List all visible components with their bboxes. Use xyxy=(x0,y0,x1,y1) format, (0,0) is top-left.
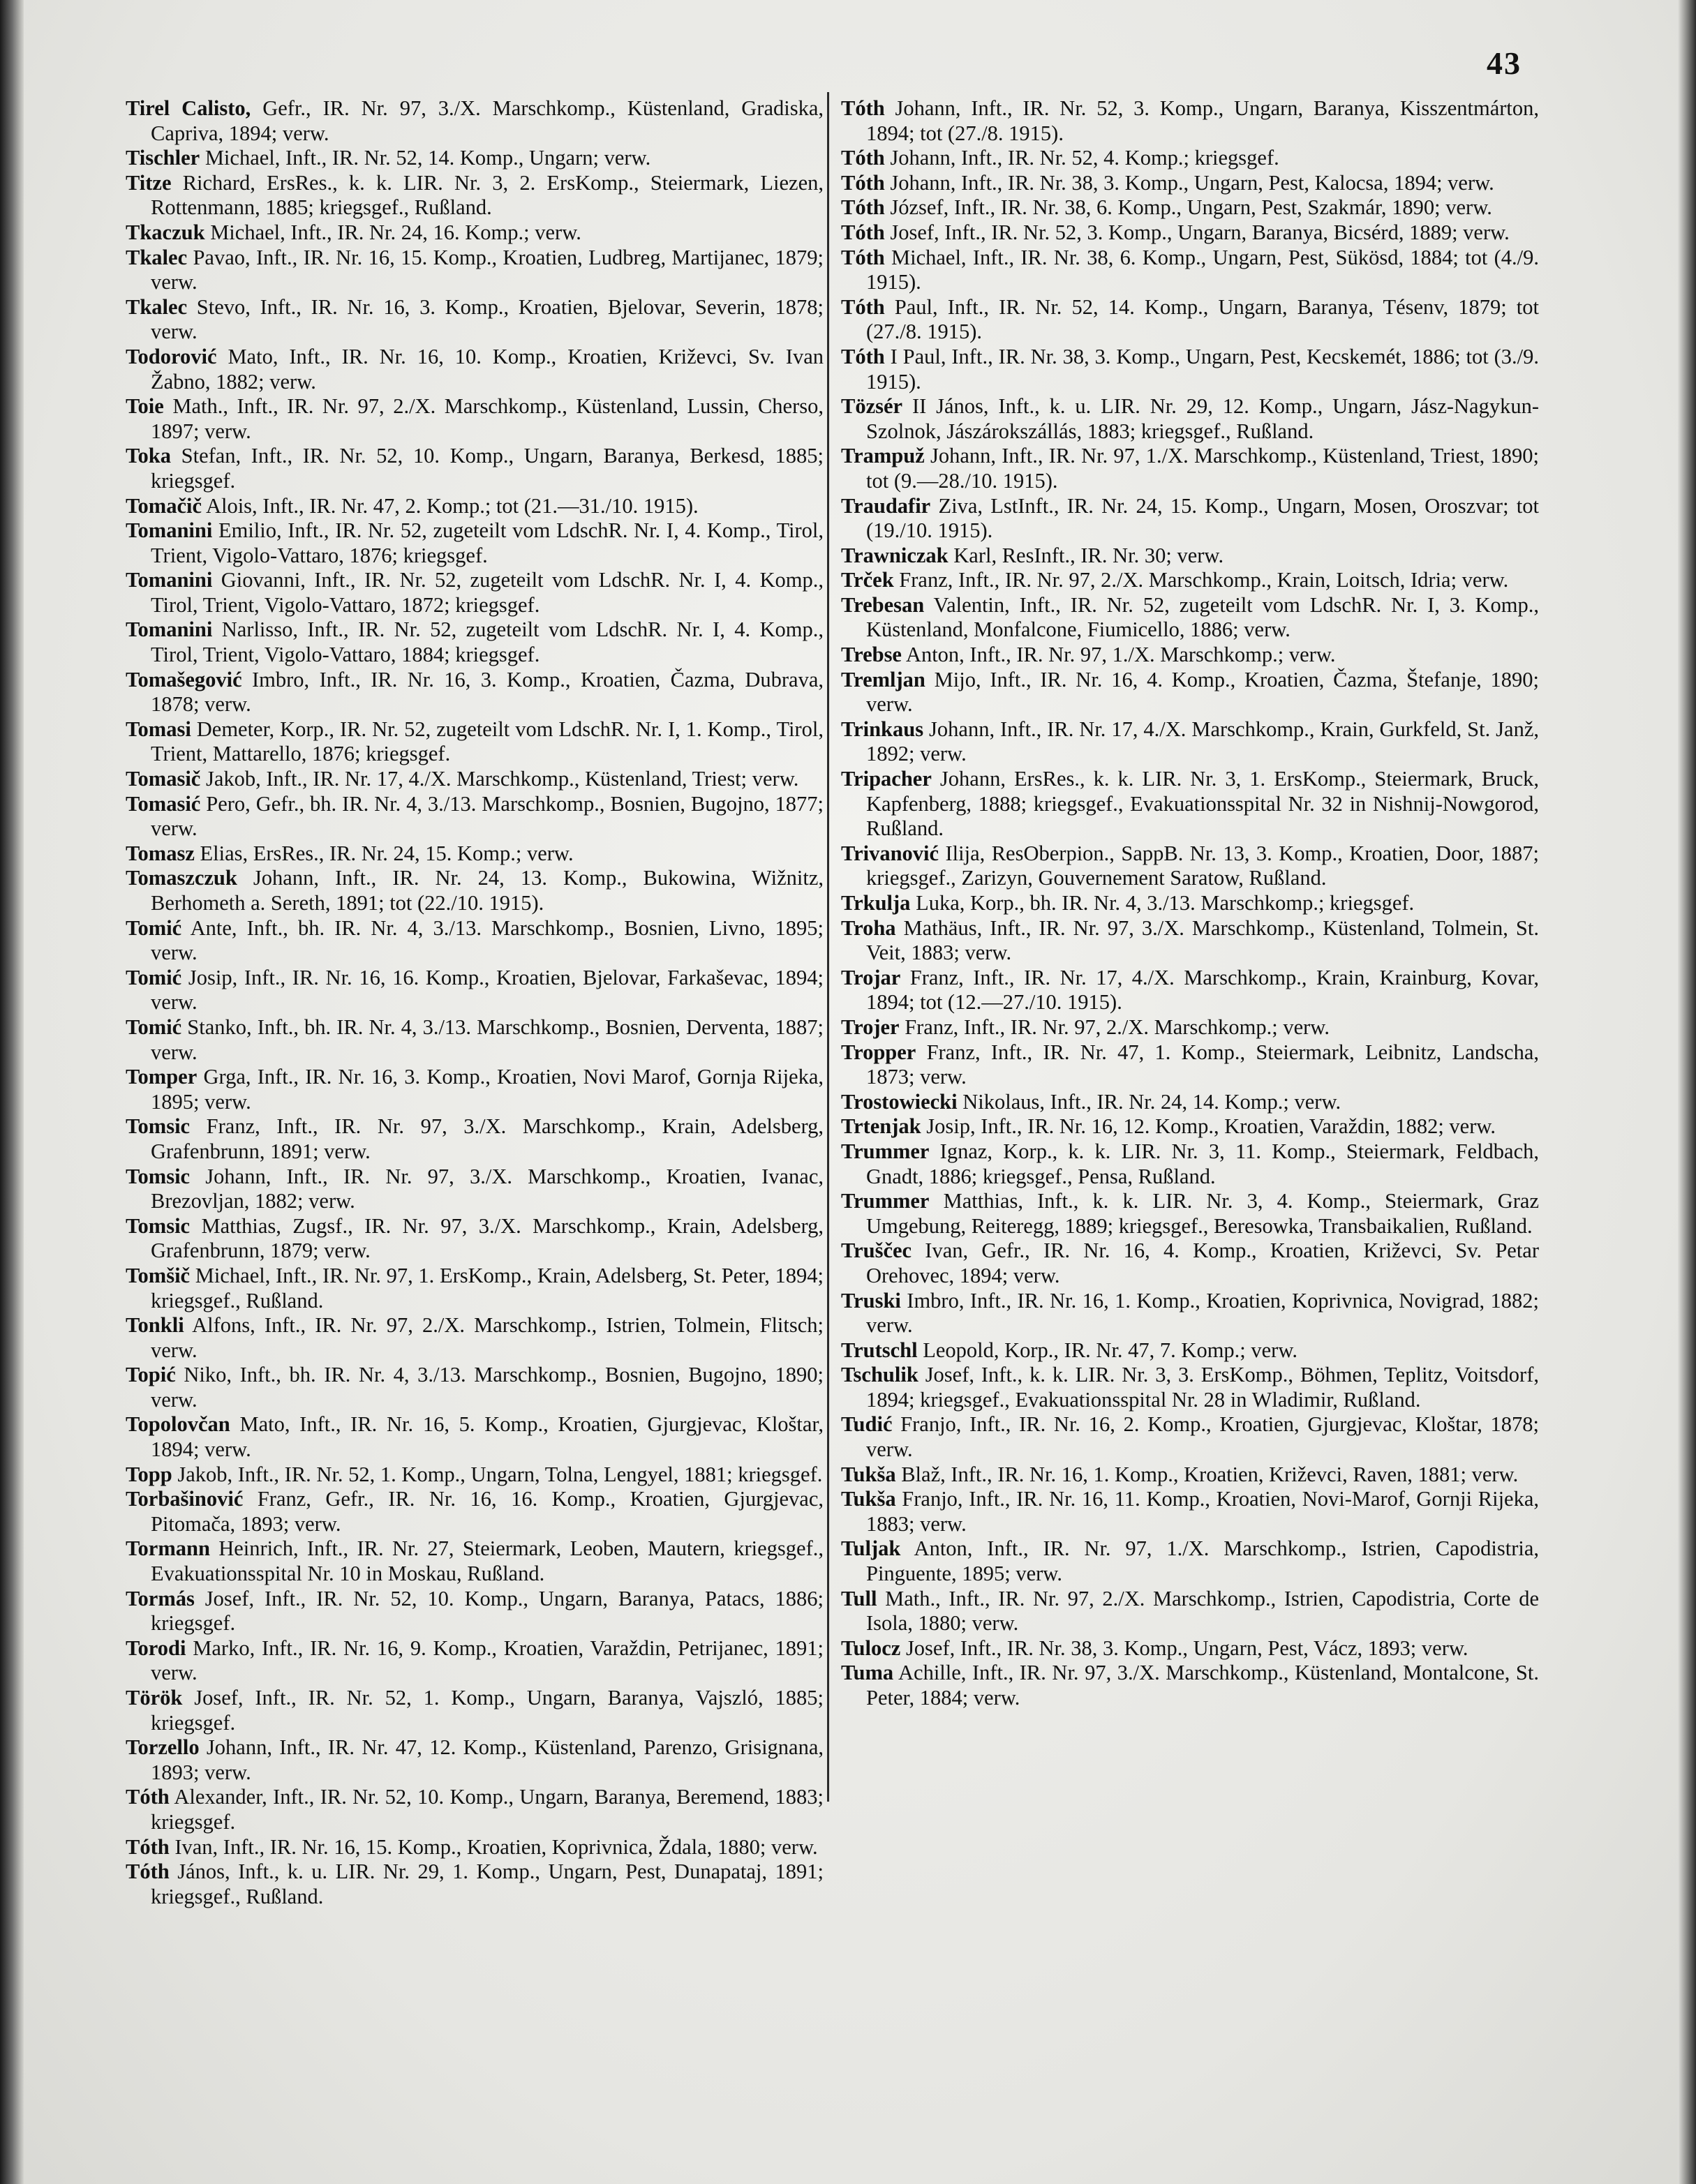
entry-details: Giovanni, Inft., IR. Nr. 52, zugeteilt vom LdschR. Nr. I, 4. Komp., Tirol, Trient, Vigolo-Vattaro, 1872; kriegsgef. xyxy=(151,568,824,617)
list-entry xyxy=(841,1040,1539,1090)
entry-details: Michael, Inft., IR. Nr. 52, 14. Komp., Ungarn; verw. xyxy=(200,146,651,170)
entry-details: Jakob, Inft., IR. Nr. 52, 1. Komp., Ungarn, Tolna, Lengyel, 1881; kriegsgef. xyxy=(172,1462,823,1486)
entry-surname: Tóth xyxy=(126,1834,170,1859)
entry-details: Johann, Inft., IR. Nr. 38, 3. Komp., Ungarn, Pest, Kalocsa, 1894; verw. xyxy=(884,170,1494,195)
entry-details: Alois, Inft., IR. Nr. 47, 2. Komp.; tot (21.—31./10. 1915). xyxy=(202,493,699,518)
entry-details: Ante, Inft., bh. IR. Nr. 4, 3./13. Marschkomp., Bosnien, Livno, 1895; verw. xyxy=(151,915,824,965)
list-entry xyxy=(841,767,1539,842)
list-entry xyxy=(126,792,824,842)
entry-details: Grga, Inft., IR. Nr. 16, 3. Komp., Kroatien, Novi Marof, Gornja Rijeka, 1895; verw. xyxy=(151,1065,824,1114)
list-entry xyxy=(841,717,1539,767)
entry-surname: Torzello xyxy=(126,1735,200,1760)
list-entry xyxy=(126,1313,824,1363)
entry-details: Matthias, Inft., k. k. LIR. Nr. 3, 4. Komp., Steiermark, Graz Umgebung, Reiteregg, 1889; kriegsgef., Beresowka, Transbaikalien, Rußland. xyxy=(866,1189,1539,1238)
entry-details: Franz, Inft., IR. Nr. 97, 2./X. Marschkomp.; verw. xyxy=(899,1015,1330,1039)
entry-details: Math., Inft., IR. Nr. 97, 2./X. Marschkomp., Küstenland, Lussin, Cherso, 1897; verw. xyxy=(151,394,824,443)
entry-surname: Tuma xyxy=(841,1661,894,1685)
list-entry xyxy=(126,494,824,519)
entry-surname: Tudić xyxy=(841,1412,893,1437)
entry-details: Pavao, Inft., IR. Nr. 16, 15. Komp., Kroatien, Ludbreg, Martijanec, 1879; verw. xyxy=(151,245,824,294)
entry-details: Ignaz, Korp., k. k. LIR. Nr. 3, 11. Komp., Steiermark, Feldbach, Gnadt, 1886; kriegsgef., Pensa, Rußland. xyxy=(866,1139,1539,1188)
list-entry xyxy=(841,1338,1539,1363)
entry-surname: Tóth xyxy=(841,344,885,368)
page-edge-shadow-left xyxy=(0,0,24,2184)
entry-details: Mato, Inft., IR. Nr. 16, 10. Komp., Kroatien, Križevci, Sv. Ivan Žabno, 1882; verw. xyxy=(151,344,824,394)
entry-details: Josef, Inft., IR. Nr. 52, 1. Komp., Ungarn, Baranya, Vajszló, 1885; kriegsgef. xyxy=(151,1686,824,1735)
entry-details: Mato, Inft., IR. Nr. 16, 5. Komp., Kroatien, Gjurgjevac, Kloštar, 1894; verw. xyxy=(151,1412,824,1462)
entry-details: Achille, Inft., IR. Nr. 97, 3./X. Marschkomp., Küstenland, Montalcone, St. Peter, 1884; verw. xyxy=(866,1661,1539,1710)
entry-details: Johann, Inft., IR. Nr. 97, 1./X. Marschkomp., Küstenland, Triest, 1890; tot (9.—28./10. 1915). xyxy=(866,444,1539,493)
list-entry xyxy=(841,1661,1539,1710)
entry-details: Anton, Inft., IR. Nr. 97, 1./X. Marschkomp., Istrien, Capodistria, Pinguente, 1895; verw. xyxy=(866,1536,1539,1586)
entry-surname: Truski xyxy=(841,1288,901,1312)
entry-surname: Trostowiecki xyxy=(841,1089,958,1114)
list-entry xyxy=(841,345,1539,394)
list-entry xyxy=(841,1636,1539,1661)
entry-surname: Tóth xyxy=(126,1860,170,1884)
entry-surname: Tuljak xyxy=(841,1536,901,1561)
list-entry xyxy=(126,96,824,146)
entry-details: Ilija, ResOberpion., SappB. Nr. 13, 3. Komp., Kroatien, Door, 1887; kriegsgef., Zarizyn, Gouvernement Saratow, Rußland. xyxy=(866,841,1539,890)
list-entry xyxy=(126,1363,824,1412)
list-entry xyxy=(841,171,1539,196)
entry-details: Johann, ErsRes., k. k. LIR. Nr. 3, 1. ErsKomp., Steiermark, Bruck, Kapfenberg, 1888; kriegsgef., Evakuationsspital Nr. 32 in Nishnij-Nowgorod, Rußland. xyxy=(866,767,1539,841)
list-entry xyxy=(126,1785,824,1834)
entry-details: Ivan, Inft., IR. Nr. 16, 15. Komp., Kroatien, Koprivnica, Ždala, 1880; verw. xyxy=(169,1834,818,1859)
list-entry xyxy=(126,146,824,171)
list-entry xyxy=(126,1065,824,1114)
entry-details: József, Inft., IR. Nr. 38, 6. Komp., Ungarn, Pest, Szakmár, 1890; verw. xyxy=(884,195,1492,220)
entry-details: Johann, Inft., IR. Nr. 52, 3. Komp., Ungarn, Baranya, Kisszentmárton, 1894; tot (27./8. 1915). xyxy=(866,96,1539,145)
entry-surname: Topić xyxy=(126,1363,176,1387)
entry-details: Ziva, LstInft., IR. Nr. 24, 15. Komp., Ungarn, Mosen, Oroszvar; tot (19./10. 1915). xyxy=(866,493,1539,543)
entry-details: Narlisso, Inft., IR. Nr. 52, zugeteilt vom LdschR. Nr. I, 4. Komp., Tirol, Trient, Vigolo-Vattaro, 1884; kriegsgef. xyxy=(151,618,824,667)
list-entry xyxy=(126,171,824,220)
entry-surname: Tremljan xyxy=(841,667,925,691)
entry-details: Mathäus, Inft., IR. Nr. 97, 3./X. Marschkomp., Küstenland, Tolmein, St. Veit, 1883; verw. xyxy=(866,915,1539,965)
list-entry xyxy=(126,1636,824,1686)
entry-details: Elias, ErsRes., IR. Nr. 24, 15. Komp.; verw. xyxy=(194,841,574,865)
entry-surname: Topolovčan xyxy=(126,1412,230,1437)
entry-details: János, Inft., k. u. LIR. Nr. 29, 1. Komp., Ungarn, Pest, Dunapataj, 1891; kriegsgef., Rußland. xyxy=(151,1860,824,1908)
list-entry xyxy=(126,568,824,618)
entry-surname: Tomašegović xyxy=(126,667,242,691)
entry-surname: Tóth xyxy=(841,245,885,269)
entry-details: I Paul, Inft., IR. Nr. 38, 3. Komp., Ungarn, Pest, Kecskemét, 1886; tot (3./9. 1915). xyxy=(866,344,1539,394)
entry-surname: Tischler xyxy=(126,146,200,170)
entry-details: Imbro, Inft., IR. Nr. 16, 3. Komp., Kroatien, Čazma, Dubrava, 1878; verw. xyxy=(151,667,824,717)
entry-surname: Tschulik xyxy=(841,1363,918,1387)
list-entry xyxy=(126,1015,824,1065)
entry-surname: Trtenjak xyxy=(841,1114,921,1139)
list-entry xyxy=(126,220,824,246)
entry-details: Richard, ErsRes., k. k. LIR. Nr. 3, 2. ErsKomp., Steiermark, Liezen, Rottenmann, 1885; kriegsgef., Rußland. xyxy=(151,170,824,220)
list-entry xyxy=(841,668,1539,717)
entry-surname: Torodi xyxy=(126,1636,186,1660)
list-entry xyxy=(841,1536,1539,1586)
list-entry xyxy=(126,668,824,717)
column-divider xyxy=(827,92,829,1802)
entry-surname: Tkaczuk xyxy=(126,220,205,244)
entry-surname: Trinkaus xyxy=(841,717,924,741)
entry-details: Michael, Inft., IR. Nr. 24, 16. Komp.; verw. xyxy=(204,220,581,244)
list-entry xyxy=(126,1463,824,1488)
entry-surname: Tropper xyxy=(841,1040,916,1064)
entry-surname: Tull xyxy=(841,1586,877,1610)
entry-details: Niko, Inft., bh. IR. Nr. 4, 3./13. Marschkomp., Bosnien, Bugojno, 1890; verw. xyxy=(151,1363,824,1412)
entry-surname: Tóth xyxy=(126,1785,170,1809)
list-entry xyxy=(126,717,824,767)
page-number: 43 xyxy=(1487,45,1522,81)
list-entry xyxy=(841,842,1539,891)
entry-surname: Tomasić xyxy=(126,791,201,816)
entry-surname: Trampuž xyxy=(841,444,925,468)
entry-surname: Trummer xyxy=(841,1139,930,1163)
list-entry xyxy=(841,96,1539,146)
entry-surname: Tomanini xyxy=(126,568,213,592)
entry-surname: Torbašinović xyxy=(126,1487,244,1511)
entry-surname: Traudafir xyxy=(841,493,931,518)
entry-surname: Tomanini xyxy=(126,618,213,642)
entry-details: Franjo, Inft., IR. Nr. 16, 2. Komp., Kroatien, Gjurgjevac, Kloštar, 1878; verw. xyxy=(866,1412,1539,1462)
entry-details: Stefan, Inft., IR. Nr. 52, 10. Komp., Ungarn, Baranya, Berkesd, 1885; kriegsgef. xyxy=(151,444,824,493)
entry-surname: Tóth xyxy=(841,195,885,220)
entry-details: Josip, Inft., IR. Nr. 16, 12. Komp., Kroatien, Varaždin, 1882; verw. xyxy=(921,1114,1496,1139)
entry-surname: Tomačič xyxy=(126,493,202,518)
entry-surname: Trummer xyxy=(841,1189,930,1213)
entry-details: Franz, Inft., IR. Nr. 97, 2./X. Marschkomp., Krain, Loitsch, Idria; verw. xyxy=(893,568,1509,592)
entry-details: Anton, Inft., IR. Nr. 97, 1./X. Marschkomp.; verw. xyxy=(901,643,1336,667)
entry-surname: Tomasz xyxy=(126,841,195,865)
entry-surname: Tomaszczuk xyxy=(126,866,237,890)
left-column xyxy=(126,96,824,1909)
list-entry xyxy=(841,1463,1539,1488)
entry-surname: Trutschl xyxy=(841,1338,918,1362)
list-entry xyxy=(126,1412,824,1462)
list-entry xyxy=(126,1835,824,1860)
entry-surname: Tóth xyxy=(841,146,885,170)
entry-surname: Truščec xyxy=(841,1239,912,1263)
right-column xyxy=(841,96,1539,1711)
entry-details: Franz, Inft., IR. Nr. 47, 1. Komp., Steiermark, Leibnitz, Landscha, 1873; verw. xyxy=(866,1040,1539,1089)
entry-surname: Trebse xyxy=(841,643,902,667)
entry-details: Mijo, Inft., IR. Nr. 16, 4. Komp., Kroatien, Čazma, Štefanje, 1890; verw. xyxy=(866,667,1539,717)
entry-details: Ivan, Gefr., IR. Nr. 16, 4. Komp., Kroatien, Križevci, Sv. Petar Orehovec, 1894; verw. xyxy=(866,1239,1539,1287)
entry-surname: Tomasi xyxy=(126,717,191,741)
entry-details: Michael, Inft., IR. Nr. 38, 6. Komp., Ungarn, Pest, Sükösd, 1884; tot (4./9. 1915). xyxy=(866,245,1539,294)
entry-surname: Trivanović xyxy=(841,841,939,865)
entry-surname: Tóth xyxy=(841,294,885,319)
entry-details: Johann, Inft., IR. Nr. 97, 3./X. Marschkomp., Kroatien, Ivanac, Brezovljan, 1882; verw. xyxy=(151,1164,824,1213)
list-entry xyxy=(841,295,1539,345)
entry-surname: Trček xyxy=(841,568,894,592)
entry-surname: Trawniczak xyxy=(841,543,949,567)
page-edge-shadow-right xyxy=(1678,0,1696,2184)
entry-details: Math., Inft., IR. Nr. 97, 2./X. Marschkomp., Istrien, Capodistria, Corte de Isola, 1880; verw. xyxy=(866,1586,1539,1636)
entry-surname: Tóth xyxy=(841,96,885,120)
list-entry xyxy=(126,1214,824,1264)
entry-surname: Tomšič xyxy=(126,1263,191,1287)
entry-surname: Tripacher xyxy=(841,767,932,791)
list-entry xyxy=(841,1015,1539,1040)
entry-details: Luka, Korp., bh. IR. Nr. 4, 3./13. Marschkomp.; kriegsgef. xyxy=(910,891,1415,915)
list-entry xyxy=(841,643,1539,668)
entry-surname: Tomić xyxy=(126,1015,182,1039)
entry-details: Johann, Inft., IR. Nr. 47, 12. Komp., Küstenland, Parenzo, Grisignana, 1893; verw. xyxy=(151,1735,824,1784)
entry-surname: Troha xyxy=(841,915,896,940)
list-entry xyxy=(126,767,824,792)
entry-details: Demeter, Korp., IR. Nr. 52, zugeteilt vom LdschR. Nr. I, 1. Komp., Tirol, Trient, Mattarello, 1876; kriegsgef. xyxy=(151,717,824,766)
entry-details: Nikolaus, Inft., IR. Nr. 24, 14. Komp.; verw. xyxy=(957,1089,1341,1114)
entry-surname: Toka xyxy=(126,444,172,468)
list-entry xyxy=(841,544,1539,569)
entry-details: Emilio, Inft., IR. Nr. 52, zugeteilt vom LdschR. Nr. I, 4. Komp., Tirol, Trient, Vigolo-Vattaro, 1876; kriegsgef. xyxy=(151,518,824,567)
entry-details: Josef, Inft., k. k. LIR. Nr. 3, 3. ErsKomp., Böhmen, Teplitz, Voitsdorf, 1894; kriegsgef., Evakuationsspital Nr. 28 in Wladimir, Rußland. xyxy=(866,1363,1539,1412)
list-entry xyxy=(126,345,824,394)
list-entry xyxy=(841,1239,1539,1288)
list-entry xyxy=(841,1587,1539,1636)
entry-surname: Trojer xyxy=(841,1015,900,1039)
list-entry xyxy=(126,1264,824,1313)
list-entry xyxy=(841,195,1539,220)
entry-surname: Tomsic xyxy=(126,1164,191,1188)
list-entry xyxy=(841,220,1539,246)
list-entry xyxy=(126,518,824,568)
entry-details: Franjo, Inft., IR. Nr. 16, 11. Komp., Kroatien, Novi-Marof, Gornji Rijeka, 1883; verw. xyxy=(866,1487,1539,1536)
entry-details: Franz, Inft., IR. Nr. 97, 3./X. Marschkomp., Krain, Adelsberg, Grafenbrunn, 1891; verw. xyxy=(151,1114,824,1163)
list-entry xyxy=(126,295,824,345)
list-entry xyxy=(841,1289,1539,1338)
entry-surname: Tormás xyxy=(126,1586,195,1610)
entry-details: Alexander, Inft., IR. Nr. 52, 10. Komp., Ungarn, Baranya, Beremend, 1883; kriegsgef. xyxy=(151,1785,824,1834)
entry-surname: Tomper xyxy=(126,1065,198,1089)
entry-surname: Tukša xyxy=(841,1487,896,1511)
list-entry xyxy=(126,1114,824,1164)
list-entry xyxy=(126,1686,824,1735)
list-entry xyxy=(126,866,824,915)
entry-details: Blaž, Inft., IR. Nr. 16, 1. Komp., Kroatien, Križevci, Raven, 1881; verw. xyxy=(895,1462,1519,1486)
entry-details: Paul, Inft., IR. Nr. 52, 14. Komp., Ungarn, Baranya, Tésenv, 1879; tot (27./8. 1915). xyxy=(866,294,1539,344)
list-entry xyxy=(841,394,1539,444)
list-entry xyxy=(126,246,824,295)
list-entry xyxy=(841,966,1539,1015)
entry-details: Karl, ResInft., IR. Nr. 30; verw. xyxy=(948,543,1224,567)
entry-surname: Tóth xyxy=(841,170,885,195)
list-entry xyxy=(841,1412,1539,1462)
entry-details: II János, Inft., k. u. LIR. Nr. 29, 12. Komp., Ungarn, Jász-Nagykun-Szolnok, Jászárokszállás, 1883; kriegsgef., Rußland. xyxy=(866,394,1539,443)
entry-details: Alfons, Inft., IR. Nr. 97, 2./X. Marschkomp., Istrien, Tolmein, Flitsch; verw. xyxy=(151,1313,824,1362)
list-entry xyxy=(841,568,1539,593)
list-entry xyxy=(126,394,824,444)
entry-surname: Tulocz xyxy=(841,1636,901,1660)
list-entry xyxy=(126,444,824,493)
list-entry xyxy=(841,1189,1539,1239)
list-entry xyxy=(841,1139,1539,1189)
entry-surname: Tomanini xyxy=(126,518,213,543)
list-entry xyxy=(126,1735,824,1785)
list-entry xyxy=(126,1860,824,1909)
entry-surname: Tkalec xyxy=(126,245,188,269)
list-entry xyxy=(126,1165,824,1214)
entry-surname: Trebesan xyxy=(841,592,925,617)
entry-surname: Trkulja xyxy=(841,891,911,915)
list-entry xyxy=(841,246,1539,295)
entry-details: Stevo, Inft., IR. Nr. 16, 3. Komp., Kroatien, Bjelovar, Severin, 1878; verw. xyxy=(151,294,824,344)
entry-details: Josef, Inft., IR. Nr. 52, 10. Komp., Ungarn, Baranya, Patacs, 1886; kriegsgef. xyxy=(151,1586,824,1636)
list-entry xyxy=(126,1587,824,1636)
entry-surname: Tomasič xyxy=(126,767,201,791)
list-entry xyxy=(841,444,1539,493)
entry-surname: Todorović xyxy=(126,344,217,368)
list-entry xyxy=(126,1487,824,1536)
entry-surname: Tormann xyxy=(126,1536,210,1561)
entry-surname: Tukša xyxy=(841,1462,896,1486)
entry-surname: Tomsic xyxy=(126,1213,191,1238)
entry-surname: Titze xyxy=(126,170,172,195)
entry-details: Heinrich, Inft., IR. Nr. 27, Steiermark, Leoben, Mautern, kriegsgef., Evakuationsspital Nr. 10 in Moskau, Rußland. xyxy=(151,1536,824,1586)
entry-details: Johann, Inft., IR. Nr. 24, 13. Komp., Bukowina, Wižnitz, Berhometh a. Sereth, 1891; tot (22./10. 1915). xyxy=(151,866,824,915)
list-entry xyxy=(126,916,824,966)
entry-details: Johann, Inft., IR. Nr. 52, 4. Komp.; kriegsgef. xyxy=(884,146,1279,170)
entry-surname: Tkalec xyxy=(126,294,188,319)
list-entry xyxy=(126,1536,824,1586)
entry-surname: Tomsic xyxy=(126,1114,191,1139)
entry-details: Pero, Gefr., bh. IR. Nr. 4, 3./13. Marschkomp., Bosnien, Bugojno, 1877; verw. xyxy=(151,791,824,841)
list-entry xyxy=(841,494,1539,544)
list-entry xyxy=(126,618,824,667)
list-entry xyxy=(126,966,824,1015)
entry-surname: Tomić xyxy=(126,915,182,940)
entry-surname: Tomić xyxy=(126,965,182,989)
entry-details: Michael, Inft., IR. Nr. 97, 1. ErsKomp., Krain, Adelsberg, St. Peter, 1894; kriegsgef., Rußland. xyxy=(151,1263,824,1312)
entry-details: Jakob, Inft., IR. Nr. 17, 4./X. Marschkomp., Küstenland, Triest; verw. xyxy=(200,767,799,791)
entry-details: Matthias, Zugsf., IR. Nr. 97, 3./X. Marschkomp., Krain, Adelsberg, Grafenbrunn, 1879; verw. xyxy=(151,1213,824,1263)
list-entry xyxy=(841,593,1539,643)
entry-details: Franz, Inft., IR. Nr. 17, 4./X. Marschkomp., Krain, Krainburg, Kovar, 1894; tot (12.—27./10. 1915). xyxy=(866,965,1539,1015)
entry-surname: Toie xyxy=(126,394,164,419)
entry-details: Johann, Inft., IR. Nr. 17, 4./X. Marschkomp., Krain, Gurkfeld, St. Janž, 1892; verw. xyxy=(866,717,1539,766)
entry-surname: Tirel Calisto, xyxy=(126,96,251,120)
list-entry xyxy=(841,1090,1539,1115)
entry-details: Franz, Gefr., IR. Nr. 16, 16. Komp., Kroatien, Gjurgjevac, Pitomača, 1893; verw. xyxy=(151,1487,824,1536)
entry-details: Josip, Inft., IR. Nr. 16, 16. Komp., Kroatien, Bjelovar, Farkaševac, 1894; verw. xyxy=(151,965,824,1015)
list-entry xyxy=(841,1363,1539,1412)
list-entry xyxy=(126,842,824,867)
entry-surname: Török xyxy=(126,1686,183,1710)
entry-surname: Topp xyxy=(126,1462,172,1486)
entry-details: Gefr., IR. Nr. 97, 3./X. Marschkomp., Küstenland, Gradiska, Capriva, 1894; verw. xyxy=(151,96,824,145)
entry-surname: Trojar xyxy=(841,965,901,989)
entry-surname: Tóth xyxy=(841,220,885,244)
list-entry xyxy=(841,916,1539,966)
entry-details: Marko, Inft., IR. Nr. 16, 9. Komp., Kroatien, Varaždin, Petrijanec, 1891; verw. xyxy=(151,1636,824,1685)
list-entry xyxy=(841,146,1539,171)
entry-details: Imbro, Inft., IR. Nr. 16, 1. Komp., Kroatien, Koprivnica, Novigrad, 1882; verw. xyxy=(866,1288,1539,1338)
list-entry xyxy=(841,1114,1539,1139)
list-entry xyxy=(841,891,1539,916)
entry-details: Josef, Inft., IR. Nr. 52, 3. Komp., Ungarn, Baranya, Bicsérd, 1889; verw. xyxy=(884,220,1510,244)
entry-surname: Tözsér xyxy=(841,394,903,419)
list-entry xyxy=(841,1487,1539,1536)
entry-details: Josef, Inft., IR. Nr. 38, 3. Komp., Ungarn, Pest, Vácz, 1893; verw. xyxy=(900,1636,1468,1660)
entry-details: Valentin, Inft., IR. Nr. 52, zugeteilt vom LdschR. Nr. I, 3. Komp., Küstenland, Monfalcone, Fiumicello, 1886; verw. xyxy=(866,592,1539,642)
entry-details: Stanko, Inft., bh. IR. Nr. 4, 3./13. Marschkomp., Bosnien, Derventa, 1887; verw. xyxy=(151,1015,824,1064)
entry-details: Leopold, Korp., IR. Nr. 47, 7. Komp.; verw. xyxy=(917,1338,1298,1362)
entry-surname: Tonkli xyxy=(126,1313,184,1338)
